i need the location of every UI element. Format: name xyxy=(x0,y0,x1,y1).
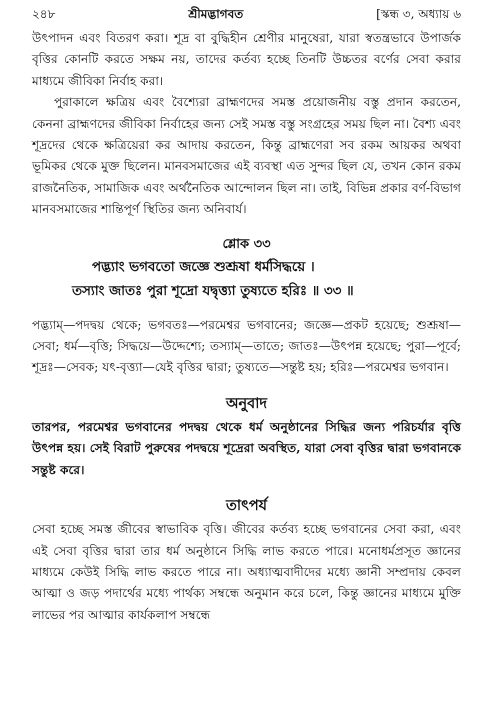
intro-paragraph: উৎপাদন এবং বিতরণ করা। শূদ্র বা বুদ্ধিহীন শ্রেণীর মানুষেরা, যারা স্বতন্ত্রভাবে উপার্জক বৃত্তির কোনটি করতে সক্ষম নয়, তাদের কর্তব্য হচ্ছে তিনটি উচ্চতর বর্ণের সেবা করার মাধ্যমে জীবিকা নির্বাহ করা। xyxy=(32,31,461,88)
book-title: শ্রীমদ্ভাগবত xyxy=(188,7,244,21)
page-header xyxy=(32,6,461,28)
verse-line: পদ্ভ্যাং ভগবতো জজ্ঞে শুশ্রূষা ধর্মসিদ্ধয়ে । xyxy=(92,258,315,275)
purport-heading: তাৎপর্য xyxy=(225,497,268,515)
page-number: ২৪৮ xyxy=(32,7,56,21)
translation-heading: অনুবাদ xyxy=(225,394,268,412)
purport-text: সেবা হচ্ছে সমস্ত জীবের স্বাভাবিক বৃত্তি। জীবের কর্তব্য হচ্ছে ভগবানের সেবা করা, এবং এই সেবা বৃত্তির দ্বারা তার ধর্ম অনুষ্ঠানে সিদ্ধি লাভ করতে পারে। মনোধর্মপ্রসূত জ্ঞানের মাধ্যমে কেউই সিদ্ধি লাভ করতে পারে না। অধ্যাত্মবাদীদের মধ্যে জ্ঞানী সম্প্রদায় কেবল আত্মা ও জড় পদার্থের মধ্যে পার্থক্য সম্বন্ধে অনুমান করে চলে, কিন্তু জ্ঞানের মাধ্যমে মুক্তি লাভের পর আত্মার কার্যকলাপ সম্বন্ধে xyxy=(32,522,461,622)
translation-text: তারপর, পরমেশ্বর ভগবানের পদদ্বয় থেকে ধর্ম অনুষ্ঠানের সিদ্ধির জন্য পরিচর্যার বৃত্তি উৎপন্ন হয়। সেই বিরাট পুরুষের পদদ্বয়ে শূদ্রেরা অবস্থিত, যারা সেবা বৃত্তির দ্বারা ভগবানকে সন্তুষ্ট করে। xyxy=(32,419,461,477)
chapter-reference: [স্কন্ধ ৩, অধ্যায় ৬ xyxy=(376,7,461,21)
verse-line: তস্যাং জাতঃ পুরা শূদ্রো যদ্বৃত্ত্যা তুষ্যতে হরিঃ ॥ ৩৩ ॥ xyxy=(72,282,354,299)
intro-paragraph: পুরাকালে ক্ষত্রিয় এবং বৈশ্যেরা ব্রাহ্মণদের সমস্ত প্রয়োজনীয় বস্তু প্রদান করতেন, কেননা ব্রাহ্মণদের জীবিকা নির্বাহের জন্য সেই সমস্ত বস্তু সংগ্রহের সময় ছিল না। বৈশ্য এবং শূদ্রদের থেকে ক্ষত্রিয়েরা কর আদায় করতেন, কিন্তু ব্রাহ্মণেরা সব রকম আয়কর অথবা ভূমিকর থেকে মুক্ত ছিলেন। মানবসমাজের এই ব্যবস্থা এত সুন্দর ছিল যে, তখন কোন রকম রাজনৈতিক, সামাজিক এবং অর্থনৈতিক আন্দোলন ছিল না। তাই, বিভিন্ন প্রকার বর্ণ-বিভাগ মানবসমাজের শান্তিপূর্ণ স্থিতির জন্য অনিবার্য। xyxy=(32,95,462,217)
sloka-title: শ্লোক ৩৩ xyxy=(222,236,271,252)
synonyms-paragraph: পদ্ভ্যাম্—পদদ্বয় থেকে; ভগবতঃ—পরমেশ্বর ভগবানের; জজ্ঞে—প্রকট হয়েছে; শুশ্রূষা—সেবা; ধর্ম—বৃত্তি; সিদ্ধয়ে—উদ্দেশ্যে; তস্যাম্—তাতে; জাতঃ—উৎপন্ন হয়েছে; পুরা—পূর্বে; শূদ্রঃ—সেবক; যৎ-বৃত্ত্যা—যেই বৃত্তির দ্বারা; তুষ্যতে—সন্তুষ্ট হয়; হরিঃ—পরমেশ্বর ভগবান। xyxy=(32,317,461,375)
